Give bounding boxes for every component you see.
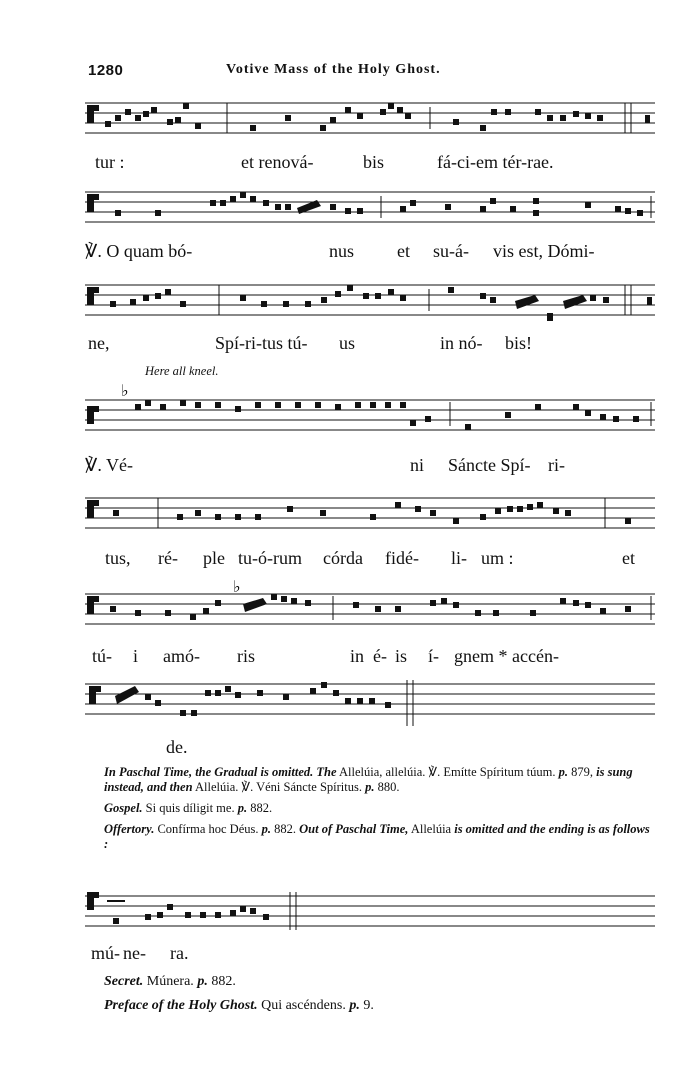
- page-header: [88, 62, 648, 82]
- lyric-syllable: gnem * accén-: [454, 646, 559, 666]
- lyric-syllable: vis est, Dómi-: [493, 241, 595, 261]
- music-staff: [85, 676, 655, 728]
- gospel-label: Gospel.: [104, 801, 143, 815]
- staff-notation: [85, 279, 655, 339]
- rubrics-block-2: [104, 973, 656, 1021]
- page-ref-number: 882.: [211, 974, 236, 989]
- lyric-syllable: us: [339, 333, 356, 353]
- staff-notation: [85, 97, 655, 149]
- lyrics-line: [85, 737, 655, 761]
- lyric-syllable: bis: [363, 152, 385, 172]
- gospel-incipit: Si quis díligit me.: [145, 801, 235, 815]
- lyric-syllable: ri-: [548, 455, 565, 475]
- kneel-rubric: Here all kneel.: [145, 364, 219, 378]
- lyric-syllable: ple: [203, 548, 225, 568]
- lyric-syllable: su-á-: [433, 241, 469, 261]
- lyric-syllable: amó-: [163, 646, 200, 666]
- lyrics-line: [85, 646, 655, 670]
- paschal-label: In Paschal Time, the Gradual is omitted.: [104, 765, 314, 779]
- lyric-syllable: i: [133, 646, 139, 666]
- lyric-syllable: et: [397, 241, 410, 261]
- music-staff: [85, 890, 655, 942]
- offertory-alleluia: Allelúia: [410, 822, 452, 836]
- lyric-syllable: tus,: [105, 548, 131, 568]
- page-ref-label: p.: [349, 998, 360, 1013]
- offertory-label: Offertory.: [104, 822, 155, 836]
- preface-label: Preface of the Holy Ghost.: [104, 998, 258, 1013]
- secret-incipit: Múnera.: [146, 974, 194, 989]
- lyrics-line: [85, 241, 655, 265]
- page-ref-label: p.: [237, 801, 248, 815]
- lyric-syllable: bis!: [505, 333, 532, 353]
- lyric-syllable: et: [622, 548, 635, 568]
- lyric-syllable: ré-: [158, 548, 178, 568]
- staff-notation: [85, 676, 655, 732]
- staff-notation: [85, 384, 655, 444]
- lyric-syllable: ne-: [123, 943, 146, 963]
- rubrics-block: [104, 765, 656, 858]
- staff-notation: [85, 492, 655, 544]
- offertory-incipit: Confírma hoc Déus.: [157, 822, 259, 836]
- preface-incipit: Qui ascéndens.: [261, 998, 346, 1013]
- lyric-syllable: córda: [323, 548, 363, 568]
- paschal-veni: Allelúia. ℣. Véni Sáncte Spíritus.: [195, 780, 362, 794]
- lyric-syllable: et renová-: [241, 152, 314, 172]
- staff-notation: [85, 890, 655, 942]
- lyrics-line: [85, 548, 655, 572]
- lyric-syllable: li-: [451, 548, 467, 568]
- secret-note: [104, 973, 656, 991]
- page-ref-number: 882.: [250, 801, 273, 815]
- music-staff: [85, 186, 655, 238]
- offertory-instruction-end: is omitted and the ending is as follows :: [104, 822, 650, 851]
- lyric-syllable: fidé-: [385, 548, 419, 568]
- page-ref-label: p.: [558, 765, 568, 779]
- music-staff: [85, 580, 655, 632]
- lyrics-line: [85, 943, 655, 967]
- lyrics-line: [85, 455, 655, 479]
- paschal-instruction: is sung instead, and then: [104, 765, 633, 794]
- lyric-syllable: Sáncte Spí-: [448, 455, 531, 475]
- lyric-syllable: de.: [166, 737, 188, 757]
- music-staff: [85, 492, 655, 544]
- lyric-syllable: is: [395, 646, 408, 666]
- paschal-alleluia: Allelúia, allelúia. ℣. Emítte Spíritum túum.: [338, 765, 556, 779]
- flat-sign: ♭: [121, 384, 129, 400]
- page-ref-number: 9.: [363, 998, 374, 1013]
- music-staff: [85, 97, 655, 149]
- lyric-syllable: ris: [237, 646, 255, 666]
- page-number: 1280: [88, 62, 124, 79]
- lyric-syllable: nus: [329, 241, 355, 261]
- lyric-syllable: fá-ci-em tér-rae.: [437, 152, 554, 172]
- offertory-note: [104, 822, 656, 852]
- lyric-syllable: in: [350, 646, 365, 666]
- lyric-syllable: ni: [410, 455, 425, 475]
- staff-notation: [85, 186, 655, 238]
- page-ref-number: 880.: [377, 780, 400, 794]
- page-ref-label: p.: [261, 822, 271, 836]
- music-staff: [85, 384, 655, 436]
- flat-sign: ♭: [233, 580, 241, 596]
- lyric-syllable: í-: [428, 646, 439, 666]
- page-ref-label: p.: [365, 780, 375, 794]
- page-ref-number: 882.: [274, 822, 296, 836]
- lyric-syllable: é-: [373, 646, 387, 666]
- offertory-instruction: Out of Paschal Time,: [299, 822, 409, 836]
- lyrics-line: [85, 152, 655, 176]
- lyric-syllable: tú-: [92, 646, 112, 666]
- lyric-syllable: in nó-: [440, 333, 483, 353]
- gospel-note: [104, 801, 656, 816]
- page-ref-number: 879,: [571, 765, 593, 779]
- paschal-the: The: [316, 765, 337, 779]
- lyric-syllable: tu-ó-rum: [238, 548, 302, 568]
- secret-label: Secret.: [104, 974, 144, 989]
- staff-notation: [85, 580, 655, 640]
- lyric-syllable: Spí-ri-tus tú-: [215, 333, 308, 353]
- lyric-syllable: ra.: [170, 943, 189, 963]
- lyric-syllable: mú-: [91, 943, 120, 963]
- page-ref-label: p.: [197, 974, 208, 989]
- lyrics-line: [85, 333, 655, 357]
- preface-note: [104, 997, 656, 1015]
- lyric-syllable: um :: [481, 548, 514, 568]
- paschal-note: [104, 765, 656, 795]
- lyric-syllable: ℣. Vé-: [85, 455, 133, 475]
- lyric-syllable: tur :: [95, 152, 125, 172]
- running-title: Votive Mass of the Holy Ghost.: [226, 62, 441, 77]
- lyric-syllable: ne,: [88, 333, 110, 353]
- music-staff: [85, 279, 655, 331]
- lyric-syllable: ℣. O quam bó-: [85, 241, 193, 261]
